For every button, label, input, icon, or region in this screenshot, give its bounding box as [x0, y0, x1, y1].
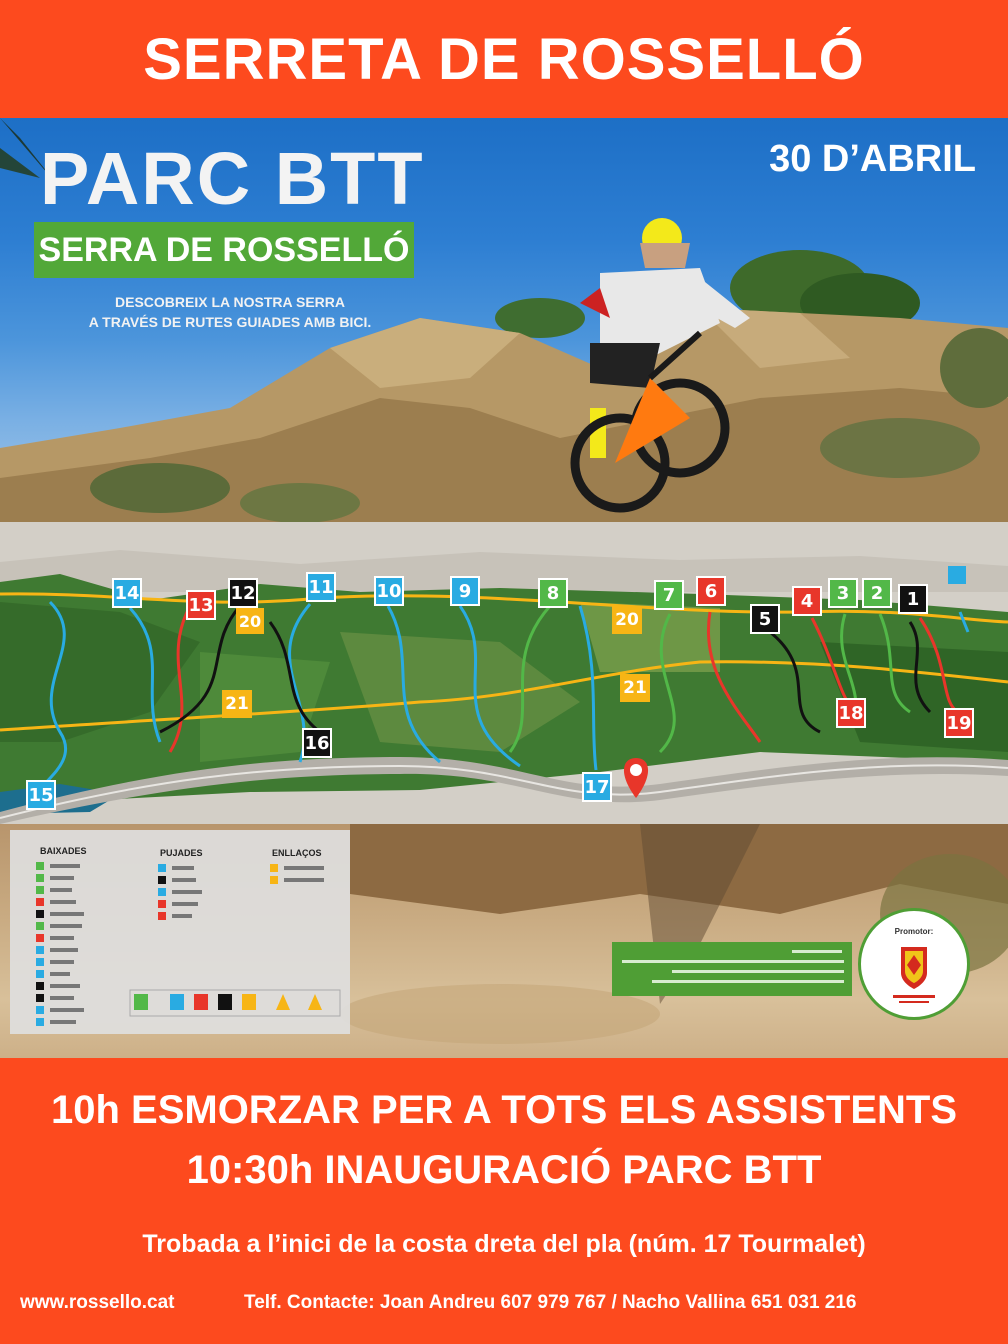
legend-heading-pujades: PUJADES: [160, 848, 203, 858]
info-inauguration: 10:30h INAUGURACIÓ PARC BTT: [186, 1148, 822, 1192]
route-tag-label: 5: [758, 608, 772, 630]
route-tag: [620, 674, 650, 702]
tagline-line-2: A TRAVÉS DE RUTES GUIADES AMB BICI.: [88, 314, 372, 330]
route-tag-label: 20: [615, 610, 639, 630]
route-tag-label: 12: [230, 582, 256, 604]
route-tag-label: 7: [662, 584, 676, 606]
route-tag: [898, 584, 928, 614]
route-tag-label: 2: [870, 582, 884, 604]
route-tag-label: 3: [836, 582, 850, 604]
website-link[interactable]: www.rossello.cat: [20, 1292, 175, 1313]
route-tag-label: 17: [584, 776, 610, 798]
hero-photo: [0, 118, 1008, 522]
municipal-crest-icon: [861, 911, 967, 1017]
logo-parc-btt: PARC BTT: [40, 137, 425, 220]
tagline: [60, 292, 400, 332]
promoter-seal: [858, 908, 970, 1020]
info-breakfast: 10h ESMORZAR PER A TOTS ELS ASSISTENTS: [50, 1088, 958, 1132]
route-tag-label: 10: [376, 580, 402, 602]
contact-phones: Telf. Contacte: Joan Andreu 607 979 767 / Nacho Vallina 651 031 216: [244, 1292, 857, 1313]
route-tag: [236, 608, 264, 634]
route-tag-label: 6: [704, 580, 718, 602]
map-terrain: [0, 522, 1008, 824]
route-tag: [750, 604, 780, 634]
route-tag: [112, 578, 142, 608]
route-tag: [792, 586, 822, 616]
route-tag: [836, 698, 866, 728]
route-tag-label: 21: [623, 678, 647, 698]
route-tag: [222, 690, 252, 718]
legend-photo: [0, 824, 1008, 1058]
legend-swatches: [10, 830, 350, 1034]
route-tag: [612, 606, 642, 634]
route-tag-label: 21: [225, 694, 249, 714]
route-tag: [450, 576, 480, 606]
route-tag-label: 15: [28, 784, 54, 806]
legend-panel: [10, 830, 350, 1034]
route-tag: [306, 572, 336, 602]
route-tag-label: 18: [838, 702, 864, 724]
route-tag-label: 13: [188, 594, 214, 616]
poster-title: SERRETA DE ROSSELLÓ: [143, 26, 865, 92]
route-tag-label: 19: [946, 712, 972, 734]
route-tag-label: 8: [546, 582, 560, 604]
route-tag: [228, 578, 258, 608]
route-tag-label: 4: [800, 590, 814, 612]
route-tag-label: 14: [114, 582, 140, 604]
route-tag: [582, 772, 612, 802]
route-tag: [538, 578, 568, 608]
route-tag: [26, 780, 56, 810]
route-tag: [828, 578, 858, 608]
route-tag-label: 1: [906, 588, 920, 610]
promoter-label: Promotor:: [894, 927, 934, 936]
legend-heading-enllacos: ENLLAÇOS: [272, 848, 322, 858]
legend-heading-baixades: BAIXADES: [40, 846, 87, 856]
map-start-marker: [948, 566, 966, 584]
route-tag: [186, 590, 216, 620]
route-tag: [374, 576, 404, 606]
route-tag-label: 16: [304, 732, 330, 754]
tagline-line-1: DESCOBREIX LA NOSTRA SERRA: [115, 294, 345, 310]
route-tag-label: 11: [308, 576, 334, 598]
route-tag-label: 20: [238, 611, 262, 631]
route-tag: [654, 580, 684, 610]
route-tag-label: 9: [458, 580, 472, 602]
logo-serra-rossello: SERRA DE ROSSELLÓ: [34, 222, 414, 278]
route-tag: [944, 708, 974, 738]
event-date: 30 D’ABRIL: [769, 138, 976, 180]
trail-map: [0, 522, 1008, 824]
contact-strip: [612, 942, 852, 996]
info-meeting-point: Trobada a l’inici de la costa dreta del pla (núm. 17 Tourmalet): [142, 1230, 866, 1258]
route-tag: [862, 578, 892, 608]
contact-strip-lines: [612, 942, 852, 996]
route-tag: [696, 576, 726, 606]
route-tag: [302, 728, 332, 758]
